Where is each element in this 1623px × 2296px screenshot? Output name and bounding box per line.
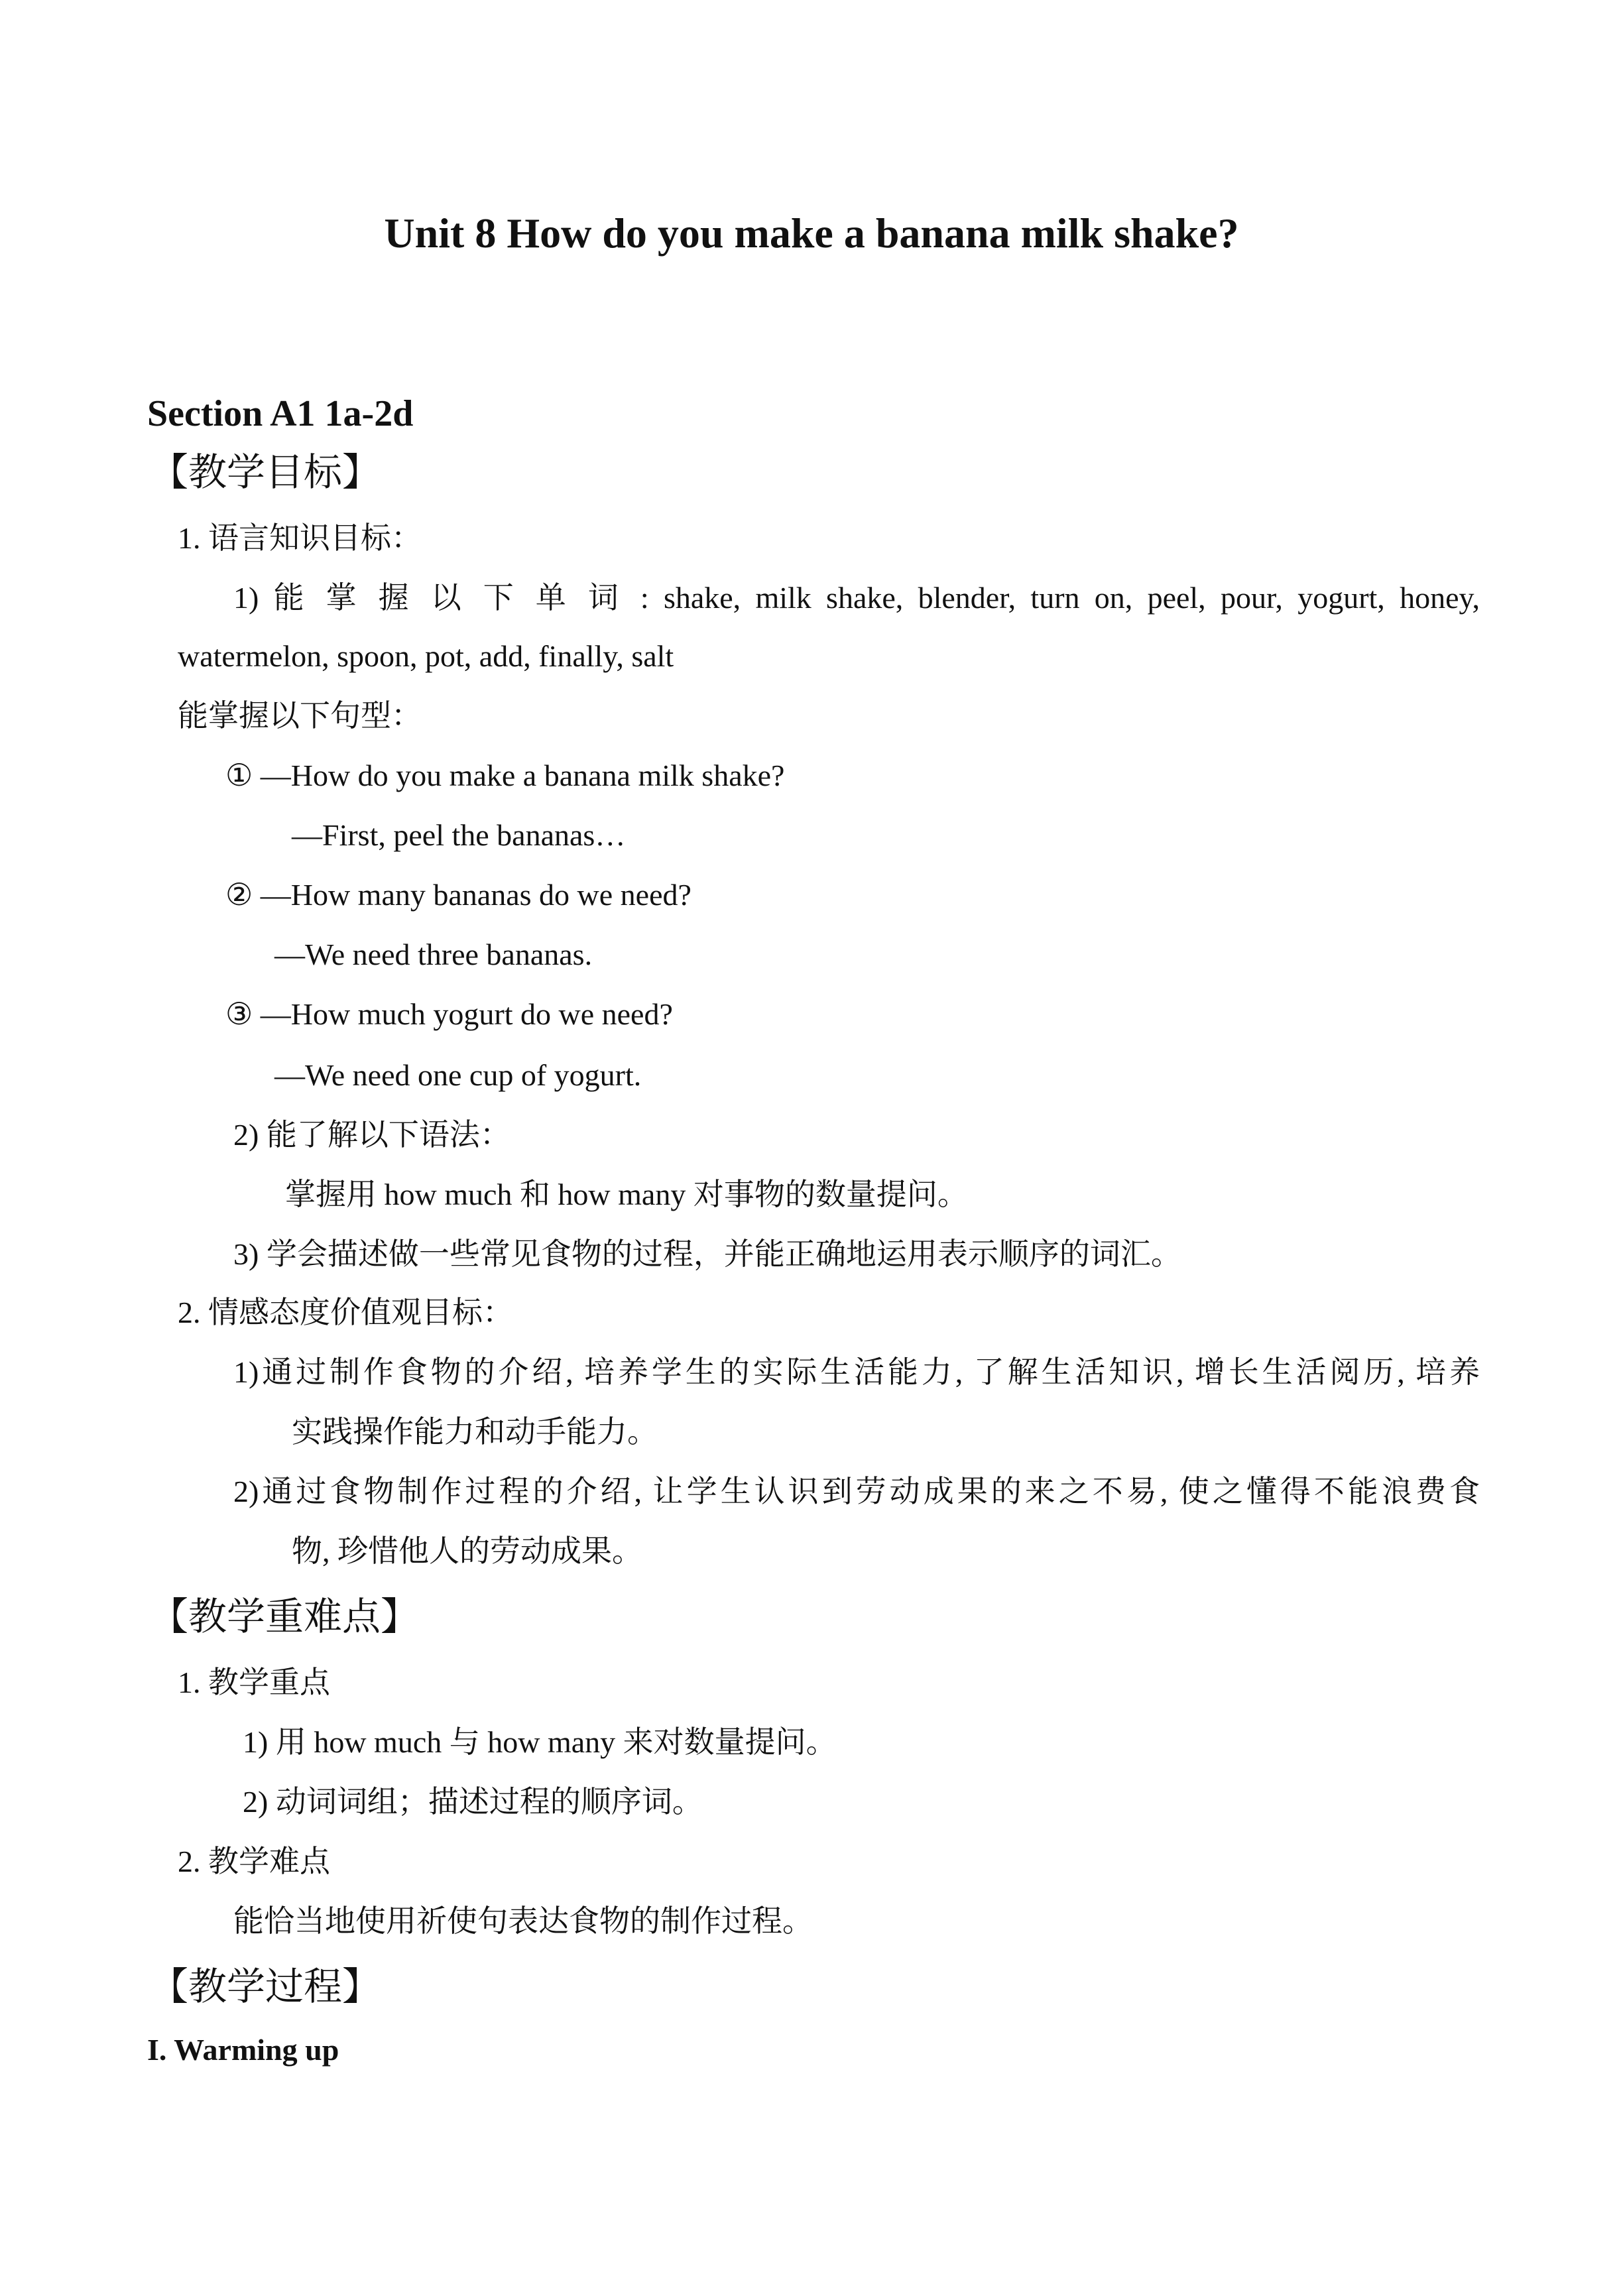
pattern-3-question: ③ —How much yogurt do we need? (225, 997, 673, 1031)
objective-2-title: 2. 情感态度价值观目标： (178, 1296, 513, 1329)
vocab-line-1: 1) 能 掌 握 以 下 单 词 : shake, milk shake, blender, turn on, peel, pour, yogurt, honey, (233, 581, 1480, 615)
attitude-1-line-1: 1)通过制作食物的介绍, 培养学生的实际生活能力, 了解生活知识, 增长生活阅历, 培养 (233, 1355, 1480, 1389)
section-heading: Section A1 1a-2d (147, 393, 414, 434)
pattern-2-question: ② —How many bananas do we need? (225, 878, 691, 912)
keypoint-1: 1) 用 how much 与 how many 来对数量提问。 (243, 1725, 837, 1759)
page-title: Unit 8 How do you make a banana milk shake? (384, 210, 1239, 257)
pattern-1-answer: —First, peel the bananas… (292, 818, 626, 852)
keypoint-2: 2) 动词词组；描述过程的顺序词。 (243, 1785, 703, 1819)
grammar-label: 2) 能了解以下语法： (233, 1118, 511, 1152)
attitude-2-line-1: 2)通过食物制作过程的介绍, 让学生认识到劳动成果的来之不易, 使之懂得不能浪费食 (233, 1475, 1480, 1508)
warming-up-heading: I. Warming up (147, 2033, 339, 2067)
vocab-line-2: watermelon, spoon, pot, add, finally, salt (178, 639, 674, 673)
pattern-3-answer: —We need one cup of yogurt. (274, 1058, 642, 1092)
keypoints-title: 1. 教学重点 (178, 1665, 330, 1699)
skill-text: 3) 学会描述做一些常见食物的过程，并能正确地运用表示顺序的词汇。 (233, 1237, 1181, 1271)
difficulty-text: 能恰当地使用祈使句表达食物的制作过程。 (233, 1904, 813, 1938)
pattern-2-answer: —We need three bananas. (274, 937, 593, 971)
pattern-1-question: ① —How do you make a banana milk shake? (225, 758, 785, 792)
heading-process: 【教学过程】 (150, 1965, 381, 2008)
heading-objectives: 【教学目标】 (150, 451, 381, 494)
heading-keypoints: 【教学重难点】 (150, 1595, 420, 1638)
objective-1-title: 1. 语言知识目标： (178, 521, 422, 555)
attitude-1-line-2: 实践操作能力和动手能力。 (292, 1415, 658, 1449)
attitude-2-line-2: 物, 珍惜他人的劳动成果。 (292, 1534, 642, 1568)
patterns-label: 能掌握以下句型： (178, 699, 422, 733)
difficulty-title: 2. 教学难点 (178, 1844, 330, 1878)
grammar-text: 掌握用 how much 和 how many 对事物的数量提问。 (285, 1178, 968, 1211)
